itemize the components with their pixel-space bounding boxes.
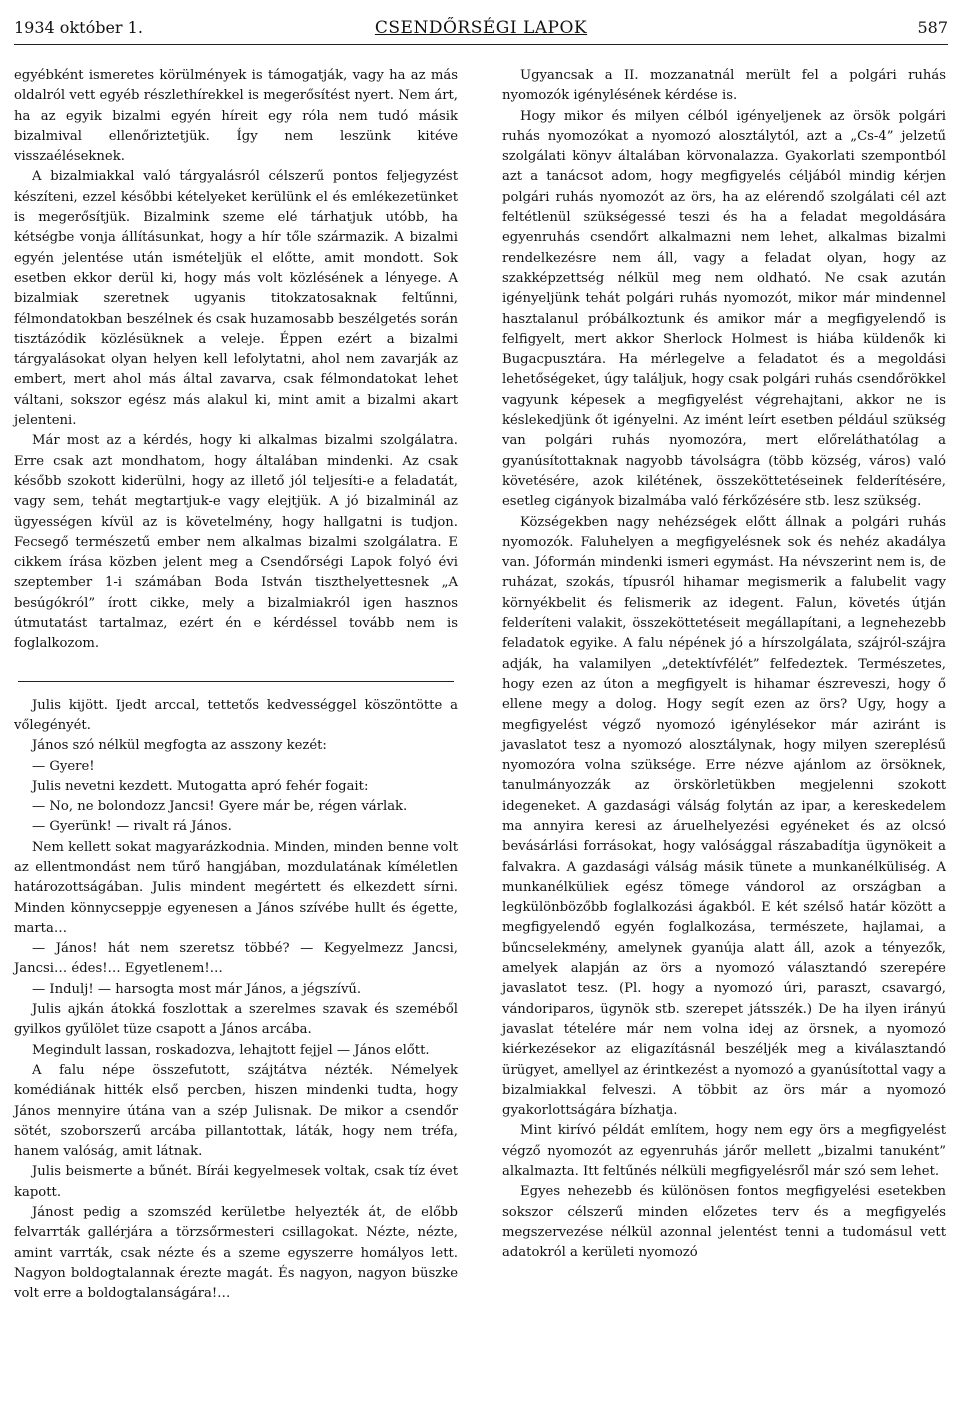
left-column xyxy=(14,66,458,1305)
paragraph: Mint kirívó példát említem, hogy nem egy örs a megfigyelést végző nyomozót az egyenruhás járőr mellett „bizalmi tanuként” alkalmazta. Itt feltűnés nélküli megfigyelésről már szó sem lehet. xyxy=(502,1123,946,1180)
journal-title: CSENDŐRSÉGI LAPOK xyxy=(374,18,588,38)
paragraph: A bizalmiakkal való tárgyalásról célszerű pontos feljegyzést készíteni, ezzel későbbi kételyeket kerülünk el és emlékezetünket is megerősítjük. Bizalmink szeme elé tárhatjuk utóbb, ha kétségbe vonja állításunkat, hogy a hír tőle származik. A bizalmi egyén jelentése után ismételjük el előtte, amit mondott. Sok esetben ekkor derül ki, hogy más volt közlésének a lényege. A bizalmiak szeretnek ugyanis titokzatosaknak feltűnni, félmondatokban beszélnek és csak huzamosabb beszélgetés során tisztázódik közlésüknek a veleje. Éppen ezért a bizalmi tárgyalásokat olyan helyen kell lefolytatni, ahol nem zavarják az embert, mert ahol más által zavarva, csak félmondatokat lehet váltani, sokszor egész más alakul ki, mint amit a bizalmi akart jelenteni. xyxy=(14,169,458,429)
paragraph: — Gyere! xyxy=(32,758,95,774)
right-column xyxy=(502,66,946,1264)
paragraph: — Gyerünk! — rivalt rá János. xyxy=(32,819,232,835)
paragraph: — Indulj! — harsogta most már János, a jégszívű. xyxy=(32,981,362,997)
paragraph: egyébként ismeretes körülmények is támogatják, vagy ha az más oldalról vett egyéb részlethírekkel is megerősítést nyert. Nem árt, ha az egyik bizalmi egyén híreit egy róla nem tudó másik bizalmival ellenőriztetjük. Így nem leszünk kitéve visszaéléseknek. xyxy=(14,68,458,165)
page-header xyxy=(14,14,948,45)
section-divider xyxy=(18,681,454,682)
paragraph: Megindult lassan, roskadozva, lehajtott fejjel — János előtt. xyxy=(32,1042,430,1058)
paragraph: Községekben nagy nehézségek előtt állnak a polgári ruhás nyomozók. Faluhelyen a megfigyelésnek sok és nehéz akadálya van. Jóformán mindenki ismeri egymást. Ha névszerint nem is, de ruházat, szokás, típusról hihamar megismerik a falubelit vagy környékbelit és felismerik az idegent. Falun, követés útján felderíteni valakit, összeköttetéseit megállapítani, a legnehezebb feladatok egyike. A falu népének jó a hírszolgálata, szájról-szájra adják, ha valamilyen „detektívfélét” felfedeztek. Természetes, hogy ezen az úton a megfigyelt is hihamar észreveszi, hogy ő ellene megy a dolog. Hogy segít ezen az örs? Ugy, hogy a megfigyelést végző nyomozó igénylésekor már aziránt is javaslatot tesz a nyomozó alosztálynak, hogy milyen szereplésű nyomozóra volna szüksége. Erre nézve ajánlom az örsöknek, tanulmányozzák az örskörletükben megjelenni szokott idegeneket. A gazdasági válság folytán az ipar, a kereskedelem ma annyira keresi az áruelhelyezési egyéneket és az olcsó bevásárlási forrásokat, hogy valósággal rászabadítja ügynökeit a falvakra. A gazdasági válság másik tünete a munkanélküliség. A munkanélküliek egész tömege vándorol az országban a legkülönbözőbb foglalkozási ágakból. E két szélső határ között a megfigyelendő egyén foglalkozása, természete, hajlamai, a bűncselekmény, amelynek gyanúja alatt áll, azok a tényezők, amelyek alapján az örs a nyomozó választandó szerepére javaslatot tesz. (Pl. hogy a nyomozó úri, paraszt, csavargó, vándoriparos, ügynök stb. szerepet játsszék.) De ha ilyen irányú javaslat tételére már nem volna idej az örsnek, a nyomozó kiérkezésekor az eligazításnál beszéljék meg a kiválasztandó ürügyet, amellyel az érintkezést a nyomozó a gyanúsítottal vagy a bizalmiakkal felveszi. A többit az örs már a nyomozó gyakorlottságára bízhatja. xyxy=(502,514,946,1119)
paragraph: Julis beismerte a bűnét. Bírái kegyelmesek voltak, csak tíz évet kapott. xyxy=(14,1164,458,1200)
paragraph: Jánost pedig a szomszéd kerületbe helyezték át, de előbb felvarrták gallérjára a törzsőrmesteri csillagokat. Nézte, nézte, amint varrták, csak nézte és a szeme egyszerre homályos lett. Nagyon boldogtalannak érezte magát. És nagyon, nagyon büszke volt erre a boldogtalanságára!… xyxy=(14,1205,458,1302)
paragraph: Nem kellett sokat magyarázkodnia. Minden, minden benne volt az ellentmondást nem tűrő hangjában, mozdulatának kíméletlen határozottságában. Julis mindent megértett és elkezdett sírni. Minden könnycseppje egyenesen a János szívébe hullt és égette, marta… xyxy=(14,839,458,936)
paragraph: Hogy mikor és milyen célból igényeljenek az örsök polgári ruhás nyomozókat a nyomozó alosztálytól, azt a „Cs-4” jelzetű szolgálati könyv általában körvonalazza. Gyakorlati szempontból azt a tanácsot adom, hogy megfigyelés céljából mindig kérjen polgári ruhás nyomozót az örs, ha az elérendő szolgálati cél azt feltétlenül szükségessé teszi és ha a feladat megoldására egyenruhás csendőrt alkalmazni nem lehet, alkalmas bizalmi rendelkezésre nem áll, vagy a feladat olyan, hogy az szakképzettség nélkül meg nem oldható. Ne csak azután igényeljünk tehát polgári ruhás nyomozót, mikor már mindennel hasztalanul próbálkoztunk és amikor már a megfigyelendő is felfigyelt, mert akkor Sherlock Holmest is hiába küldenők ki Bugacpusztára. Ha mérlegelve a feladatot és a megoldási lehetőségeket, úgy találjuk, hogy csak polgári ruhás csendőrökkel vagyunk képesek a megfigyelést végrehajtani, akkor ne is késlekedjünk őt igényelni. Az imént leírt esetben például szükség van polgári ruhás nyomozóra, mert előreláthatólag a gyanúsítottaknak nagyobb távolságra (több község, város) való követésére, azok kilétének, összeköttetéseinek felderítésére, esetleg cigányok bizalmába való férkőzésére stb. lesz szükség. xyxy=(502,108,946,510)
issue-date: 1934 október 1. xyxy=(14,18,143,37)
paragraph: — No, ne bolondozz Jancsi! Gyere már be, régen várlak. xyxy=(32,799,408,815)
paragraph: János szó nélkül megfogta az asszony kezét: xyxy=(32,738,327,754)
paragraph: Julis ajkán átokká foszlottak a szerelmes szavak és szeméből gyilkos gyűlölet tüze csapott a János arcába. xyxy=(14,1002,458,1038)
paragraph: Ugyancsak a II. mozzanatnál merült fel a polgári ruhás nyomozók igénylésének kérdése is. xyxy=(502,68,946,104)
paragraph: Már most az a kérdés, hogy ki alkalmas bizalmi szolgálatra. Erre csak azt mondhatom, hogy általában mindenki. Az csak később szokott kiderülni, hogy az illető jól teljesíti-e a feladatát, vagy sem, tehát megtartjuk-e vagy elejtjük. A jó bizalminál az ügyességen kívül az is követelmény, hogy hallgatni is tudjon. Fecsegő természetű ember nem alkalmas bizalmi szolgálatra. E cikkem írása közben jelent meg a Csendőrségi Lapok folyó évi szeptember 1-i számában Boda István tiszthelyettesnek „A besúgókról” írott cikke, mely a bizalmiakról igen hasznos útmutatást tartalmaz, ezért én e kérdéssel tovább nem is foglalkozom. xyxy=(14,433,458,652)
paragraph: — János! hát nem szeretsz többé? — Kegyelmezz Jancsi, Jancsi… édes!… Egyetlenem!… xyxy=(14,941,458,977)
paragraph: A falu népe összefutott, szájtátva nézték. Némelyek komédiának hitték első percben, hiszen mindenki tudta, hogy János mennyire útána van a szép Julisnak. De mikor a csendőr sötét, szoborszerű arcába pillantottak, láták, hogy nem tréfa, hanem valóság, amit látnak. xyxy=(14,1062,458,1160)
paragraph: Egyes nehezebb és különösen fontos megfigyelési esetekben sokszor célszerű minden előzetes terv és a megfigyelés megszervezése nélkül azonnal jelentést tenni a tudomásul vett adatokról a kerületi nyomozó xyxy=(502,1184,946,1261)
paragraph: Julis nevetni kezdett. Mutogatta apró fehér fogait: xyxy=(32,778,369,794)
page-number: 587 xyxy=(917,18,948,37)
paragraph: Julis kijött. Ijedt arccal, tettetős kedvességgel köszöntötte a vőlegényét. xyxy=(14,697,458,733)
